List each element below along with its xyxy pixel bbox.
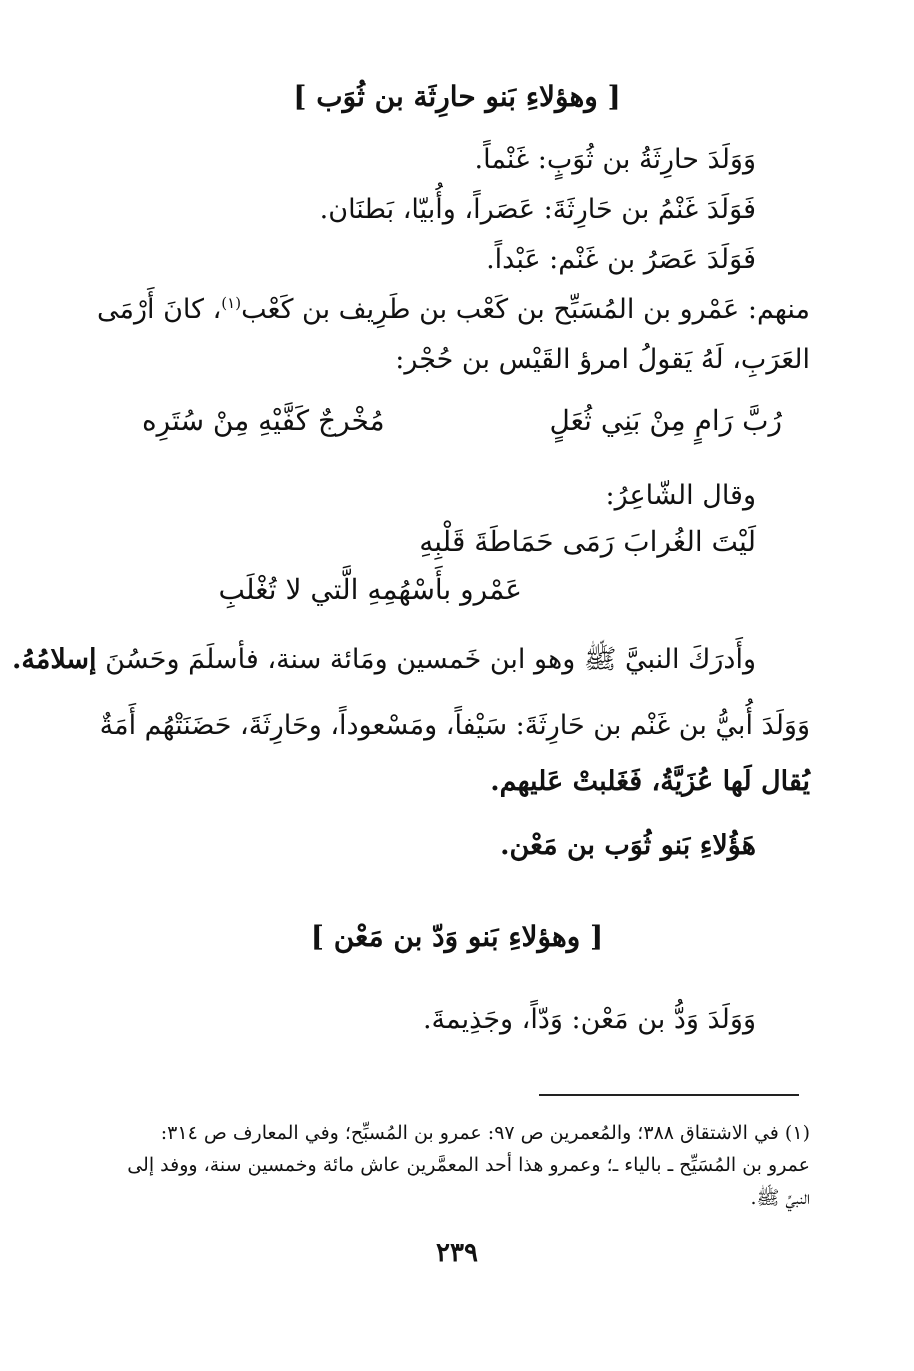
section-heading-banu-haritha: [ وهؤلاءِ بَنو حارِثَة بن ثُوَب ] <box>293 80 621 113</box>
section-heading-banu-wadd: [ وهؤلاءِ بَنو وَدّ بن مَعْن ] <box>310 920 604 953</box>
closing-line: هَؤُلاءِ بَنو ثُوَب بن مَعْن. <box>500 830 756 861</box>
text-line: يُقال لَها عُزَيَّةُ، فَغَلبتْ عَليهم. <box>490 766 810 797</box>
poet-intro: وقال الشّاعِرُ: <box>605 480 756 511</box>
text-segment: وأَدرَكَ النبيَّ ﷺ وهو ابن خَمسين ومَائة سنة، فأسلَمَ وحَسُنَ <box>105 644 756 675</box>
verse-line: لَيْتَ الغُرابَ رَمَى حَمَاطَةَ قَلْبِهِ <box>419 525 756 558</box>
footnote-divider <box>539 1094 799 1096</box>
footnote-line: (١) في الاشتقاق ٣٨٨؛ والمُعمرين ص ٩٧: عمرو بن المُسبِّح؛ وفي المعارف ص ٣١٤: <box>160 1122 810 1144</box>
text-line: وَوَلَدَ أُبيُّ بن غَنْم بن حَارِثَةَ: سَيْفاً، ومَسْعوداً، وحَارِثَةَ، حَضَنَتْهُم أَمَةٌ <box>99 710 810 741</box>
text-line: فَوَلَدَ عَصَرُ بن غَنْم: عَبْداً. <box>486 244 756 275</box>
text-line: فَوَلَدَ غَنْمُ بن حَارِثَةَ: عَصَراً، وأُبيّا، بَطنَان. <box>319 194 756 225</box>
text-line <box>96 294 810 325</box>
text-line: العَرَبِ، لَهُ يَقولُ امرؤ القَيْس بن حُجْر: <box>395 344 810 375</box>
verse-line: عَمْرو بأَسْهُمِهِ الَّتي لا تُغْلَبِ <box>218 573 522 606</box>
page-number: ٢٣٩ <box>436 1238 478 1268</box>
text-line <box>12 646 756 673</box>
footnote-line: عمرو بن المُسَيِّح ـ بالياء ـ؛ وعمرو هذا أحد المعمَّرين عاش مائة وخمسين سنة، ووفد إلى <box>127 1154 810 1176</box>
footnote-line: النبيِّ ﷺ. <box>750 1187 810 1209</box>
text-segment: ، كانَ أَرْمَى <box>96 294 222 325</box>
footnote-mark[interactable]: (١) <box>221 294 242 312</box>
text-segment: منهم: عَمْرو بن المُسَبِّح بن كَعْب بن طَرِيف بن كَعْب <box>241 294 810 325</box>
verse-hemistich-right: رُبَّ رَامٍ مِنْ بَنِي ثُعَلٍ <box>549 404 782 437</box>
text-line: وَوَلَدَ حارِثَةُ بن ثُوَبٍ: غَنْماً. <box>474 144 756 175</box>
text-bold-segment: إسلامُهُ. <box>11 644 97 675</box>
text-line: وَوَلَدَ وَدُّ بن مَعْن: وَدّاً، وجَذِيمةَ. <box>422 1004 756 1035</box>
verse-hemistich-left: مُخْرجٌ كَفَّيْهِ مِنْ سُتَرِه <box>142 404 385 437</box>
